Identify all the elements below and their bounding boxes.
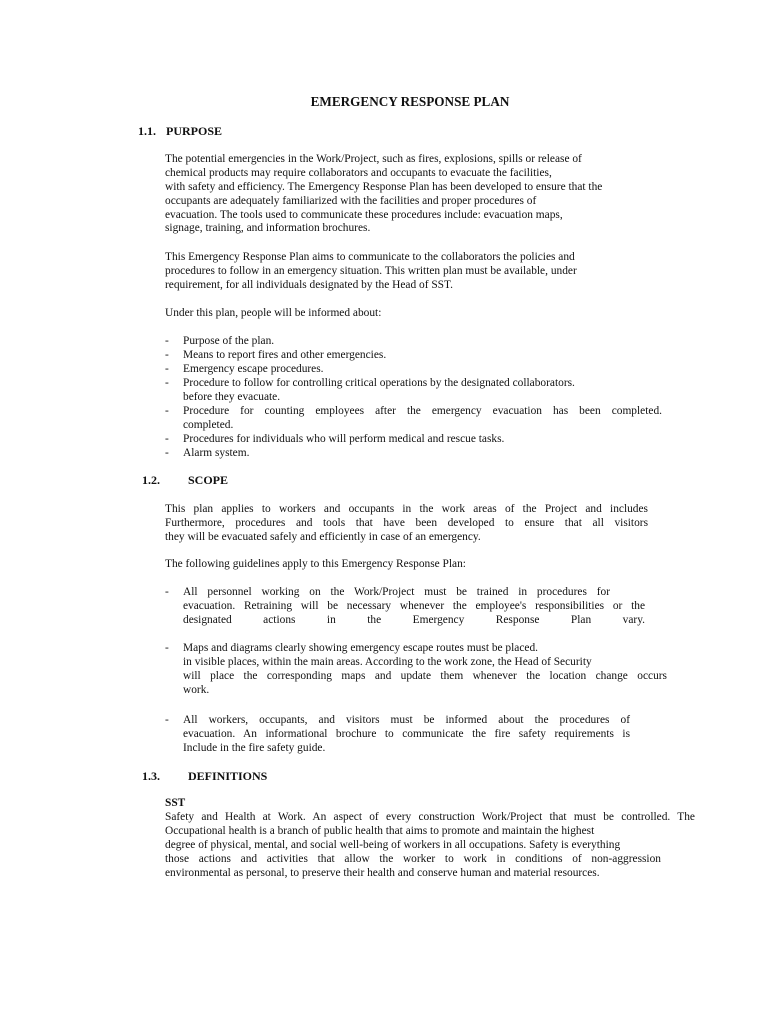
purpose-paragraph-2 (165, 251, 577, 293)
text-line: Include in the fire safety guide. (183, 741, 326, 754)
dash-bullet: - (165, 335, 169, 347)
dash-bullet: - (165, 447, 169, 459)
text-line: work. (183, 683, 210, 696)
text-line: All workers, occupants, and visitors must be informed about the procedures of (183, 714, 630, 726)
dash-bullet: - (165, 714, 169, 726)
scope-paragraph-1 (165, 503, 648, 545)
text-line: The potential emergencies in the Work/Project, such as fires, explosions, spills or release of (165, 153, 582, 165)
dash-bullet: - (165, 349, 169, 361)
text-line: The following guidelines apply to this Emergency Response Plan: (165, 558, 466, 570)
section-title: PURPOSE (166, 124, 223, 138)
text-line: environmental as personal, to preserve their health and conserve human and material resources. (165, 866, 600, 879)
text-line: those actions and activities that allow the worker to work in conditions of non-aggression (165, 852, 661, 865)
text-line: Procedures for individuals who will perform medical and rescue tasks. (183, 433, 505, 445)
dash-bullet: - (165, 377, 169, 389)
definition-term: SST (165, 797, 186, 809)
text-line: All personnel working on the Work/Project must be trained in procedures for (183, 586, 610, 598)
section-title: DEFINITIONS (188, 769, 268, 783)
text-line: Emergency escape procedures. (183, 363, 324, 375)
purpose-paragraph-1 (165, 153, 602, 236)
text-line: will place the corresponding maps and update them whenever the location change occurs (183, 669, 667, 682)
purpose-paragraph-3 (165, 307, 381, 321)
text-line: Alarm system. (183, 447, 250, 459)
text-line: before they evacuate. (183, 390, 281, 403)
text-line: occupants are adequately familiarized with the facilities and proper procedures of (165, 194, 537, 207)
text-line: procedures to follow in an emergency situation. This written plan must be available, under (165, 264, 577, 277)
dash-bullet: - (165, 642, 169, 654)
text-line: Procedure for counting employees after the emergency evacuation has been completed. (183, 405, 662, 417)
scope-paragraph-2 (165, 558, 466, 572)
text-line: Furthermore, procedures and tools that have been developed to ensure that all visitors (165, 516, 648, 529)
text-line: evacuation. The tools used to communicate these procedures include: evacuation maps, (165, 208, 563, 221)
dash-bullet: - (165, 363, 169, 375)
text-line: with safety and efficiency. The Emergency Response Plan has been developed to ensure that the (165, 180, 603, 193)
text-line: chemical products may require collaborators and occupants to evacuate the facilities, (165, 166, 552, 179)
dash-bullet: - (165, 433, 169, 445)
section-number: 1.3. (142, 769, 160, 783)
dash-bullet: - (165, 405, 169, 417)
text-line: Safety and Health at Work. An aspect of every construction Work/Project that must be controlled. The (165, 811, 695, 823)
text-line: This plan applies to workers and occupants in the work areas of the Project and includes (165, 503, 648, 515)
text-line: requirement, for all individuals designated by the Head of SST. (165, 278, 453, 291)
text-line: completed. (183, 418, 234, 431)
text-line: Under this plan, people will be informed about: (165, 307, 382, 319)
text-line: evacuation. Retraining will be necessary whenever the employee's responsibilities or the (183, 599, 645, 612)
text-line: degree of physical, mental, and social well-being of workers in all occupations. Safety is everything (165, 838, 621, 851)
definition-body (165, 811, 695, 880)
section-title: SCOPE (188, 473, 229, 487)
section-number: 1.1. (138, 124, 156, 138)
text-line: designated actions in the Emergency Response Plan vary. (183, 613, 645, 626)
text-line: they will be evacuated safely and efficiently in case of an emergency. (165, 530, 481, 543)
text-line: This Emergency Response Plan aims to communicate to the collaborators the policies and (165, 251, 575, 263)
text-line: signage, training, and information brochures. (165, 222, 371, 235)
document-title: EMERGENCY RESPONSE PLAN (310, 94, 510, 109)
section-number: 1.2. (142, 473, 160, 487)
text-line: Purpose of the plan. (183, 335, 275, 347)
text-line: evacuation. An informational brochure to communicate the fire safety requirements is (183, 727, 630, 740)
text-line: Procedure to follow for controlling critical operations by the designated collaborators. (183, 377, 575, 389)
text-line: Maps and diagrams clearly showing emergency escape routes must be placed. (183, 642, 538, 654)
dash-bullet: - (165, 586, 169, 598)
text-line: Occupational health is a branch of public health that aims to promote and maintain the highest (165, 824, 595, 837)
text-line: Means to report fires and other emergencies. (183, 349, 387, 361)
text-line: in visible places, within the main areas. According to the work zone, the Head of Security (183, 655, 592, 668)
